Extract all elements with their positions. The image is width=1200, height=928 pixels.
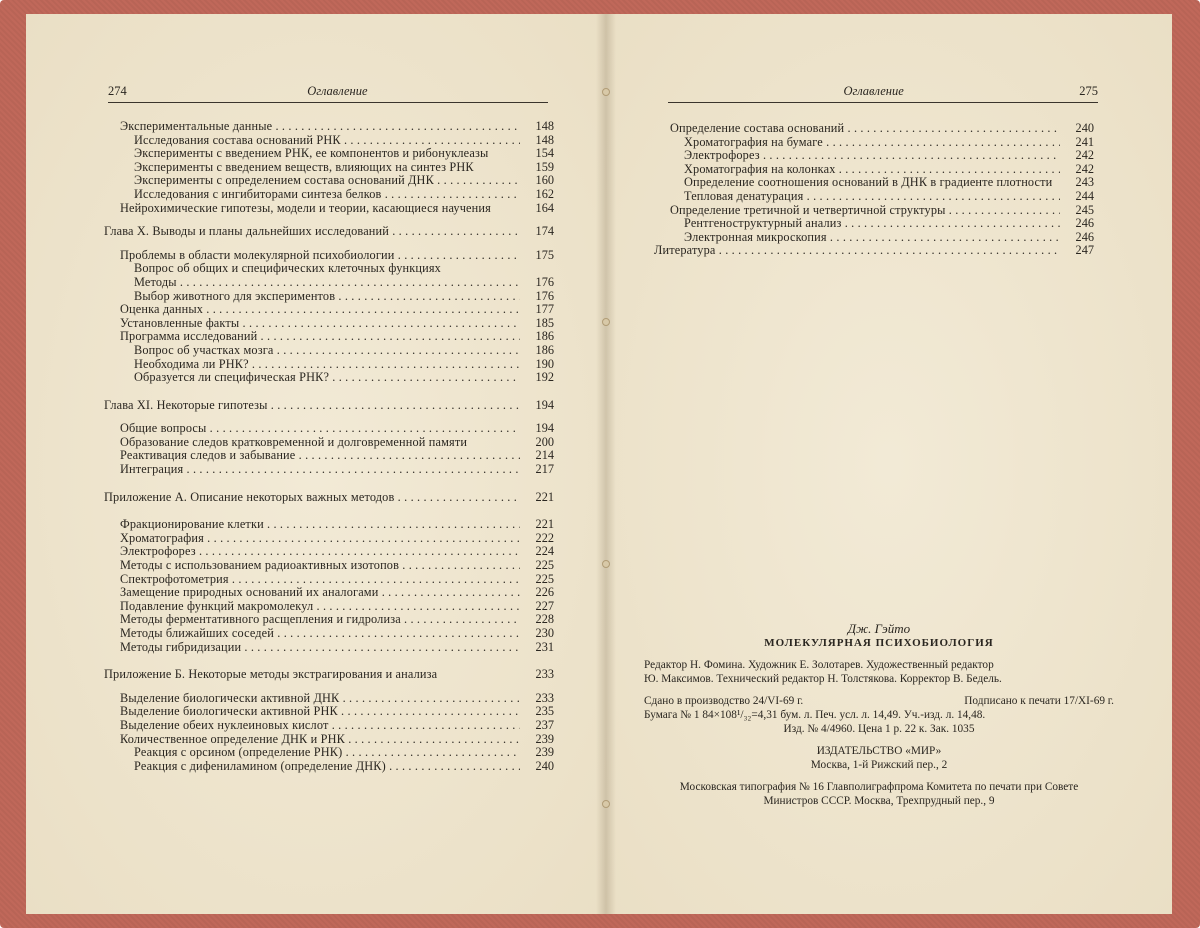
toc-entry: Эксперименты с введением веществ, влияющих на синтез РНК 159	[134, 159, 554, 174]
toc-entry: Выбор животного для экспериментов . . . 176	[104, 290, 554, 304]
left-running-title: Оглавление	[307, 84, 368, 98]
toc-entry: Установленные факты . . . 185	[104, 317, 554, 331]
colophon-title: МОЛЕКУЛЯРНАЯ ПСИХОБИОЛОГИЯ	[764, 637, 994, 649]
toc-entry: Эксперименты с введением РНК, ее компонентов и рибонуклеазы 154	[134, 146, 554, 161]
toc-entry: Экспериментальные данные . . . 148	[104, 120, 554, 134]
toc-entry: Электрофорез . . . 224	[104, 545, 554, 559]
binding-stitch	[602, 88, 610, 96]
colophon-credits-1: Редактор Н. Фомина. Художник Е. Золотарев. Художественный редактор	[644, 659, 994, 671]
right-page	[606, 14, 1172, 914]
toc-entry: Интеграция . . . 217	[104, 463, 554, 477]
toc-entry: Исследования состава оснований РНК . . . 148	[104, 134, 554, 148]
toc-entry: Вопрос об участках мозга . . . 186	[104, 344, 554, 358]
toc-entry: Литература . . . 247	[654, 244, 1094, 258]
toc-entry: Реакция с орсином (определение РНК) . . . 239	[104, 746, 554, 760]
toc-entry: Определение третичной и четвертичной структуры . . . 245	[654, 204, 1094, 218]
toc-entry: Электрофорез . . . 242	[654, 149, 1094, 163]
toc-entry: Рентгеноструктурный анализ . . . 246	[654, 217, 1094, 231]
toc-entry: Нейрохимические гипотезы, модели и теории, касающиеся научения 164	[120, 200, 554, 215]
colophon-signed: Подписано к печати 17/XI-69 г.	[964, 695, 1114, 707]
toc-entry: Исследования с ингибиторами синтеза белков . . . 162	[104, 188, 554, 202]
toc-entry: Общие вопросы . . . 194	[104, 422, 554, 436]
left-running-head	[108, 84, 548, 103]
colophon	[644, 622, 1114, 808]
toc-entry: Методы гибридизации . . . 231	[104, 641, 554, 655]
colophon-order: Изд. № 4/4960. Цена 1 р. 22 к. Зак. 1035	[783, 723, 975, 735]
binding-stitch	[602, 800, 610, 808]
colophon-printer-2: Министров СССР. Москва, Трехпрудный пер., 9	[763, 795, 995, 807]
toc-entry: Программа исследований . . . 186	[104, 330, 554, 344]
left-page	[26, 14, 606, 914]
colophon-printer-1: Московская типография № 16 Главполиграфпрома Комитета по печати при Совете	[679, 781, 1079, 793]
toc-entry: Методы . . . 176	[104, 276, 554, 290]
left-page-number: 274	[108, 84, 127, 98]
colophon-paper: Бумага № 1 84×108¹/₃₂=4,31 бум. л. Печ. усл. л. 14,49. Уч.-изд. л. 14,48.	[644, 709, 986, 721]
toc-entry: Необходима ли РНК? . . . 190	[104, 358, 554, 372]
toc-entry: Определение состава оснований . . . 240	[654, 122, 1094, 136]
binding-stitch	[602, 560, 610, 568]
toc-entry: Выделение биологически активной ДНК . . . 233	[104, 692, 554, 706]
toc-entry: Образование следов кратковременной и долговременной памяти 200	[120, 434, 554, 449]
toc-entry: Реакция с дифениламином (определение ДНК) . . . 240	[104, 760, 554, 774]
toc-chapter: Приложение А. Описание некоторых важных методов . . . 221	[104, 491, 554, 505]
right-running-title: Оглавление	[843, 84, 904, 98]
toc-entry: Хроматография на колонках . . . 242	[654, 163, 1094, 177]
toc-entry: Хроматография . . . 222	[104, 532, 554, 546]
toc-chapter: Глава X. Выводы и планы дальнейших исследований . . . 174	[104, 225, 554, 239]
toc-entry: Проблемы в области молекулярной психобиологии . . . 175	[104, 249, 554, 263]
toc-entry: Вопрос об общих и специфических клеточных функциях	[134, 262, 441, 276]
colophon-credits-2: Ю. Максимов. Технический редактор Н. Толстякова. Корректор В. Бедель.	[644, 673, 1002, 685]
toc-entry: Выделение обеих нуклеиновых кислот . . . 237	[104, 719, 554, 733]
toc-entry: Фракционирование клетки . . . 221	[104, 518, 554, 532]
toc-entry: Хроматография на бумаге . . . 241	[654, 136, 1094, 150]
toc-entry: Определение соотношения оснований в ДНК в градиенте плотности 243	[684, 175, 1094, 190]
toc-entry: Образуется ли специфическая РНК? . . . 192	[104, 371, 554, 385]
colophon-author: Дж. Гэйто	[847, 621, 911, 636]
colophon-sent: Сдано в производство 24/VI-69 г.	[644, 695, 804, 707]
toc-entry: Методы ближайших соседей . . . 230	[104, 627, 554, 641]
toc-entry: Тепловая денатурация . . . 244	[654, 190, 1094, 204]
toc-entry: Методы с использованием радиоактивных изотопов . . . 225	[104, 559, 554, 573]
right-running-head	[668, 84, 1098, 103]
toc-entry: Замещение природных оснований их аналогами . . . 226	[104, 586, 554, 600]
toc-entry: Оценка данных . . . 177	[104, 303, 554, 317]
toc-entry: Эксперименты с определением состава оснований ДНК . . . 160	[104, 174, 554, 188]
toc-entry: Спектрофотометрия . . . 225	[104, 573, 554, 587]
right-page-number: 275	[1079, 84, 1098, 98]
binding-stitch	[602, 318, 610, 326]
right-toc	[654, 122, 1094, 258]
toc-entry: Выделение биологически активной РНК . . . 235	[104, 705, 554, 719]
toc-entry: Подавление функций макромолекул . . . 227	[104, 600, 554, 614]
toc-entry: Методы ферментативного расщепления и гидролиза . . . 228	[104, 613, 554, 627]
toc-entry: Количественное определение ДНК и РНК . . . 239	[104, 733, 554, 747]
toc-chapter: Приложение Б. Некоторые методы экстрагирования и анализа 233	[104, 667, 554, 682]
toc-chapter: Глава XI. Некоторые гипотезы . . . 194	[104, 399, 554, 413]
toc-entry: Электронная микроскопия . . . 246	[654, 231, 1094, 245]
colophon-publisher-address: Москва, 1-й Рижский пер., 2	[810, 759, 948, 771]
left-toc	[104, 120, 554, 773]
toc-entry: Реактивация следов и забывание . . . 214	[104, 449, 554, 463]
book-gutter	[596, 14, 616, 914]
colophon-publisher: ИЗДАТЕЛЬСТВО «МИР»	[816, 745, 942, 757]
